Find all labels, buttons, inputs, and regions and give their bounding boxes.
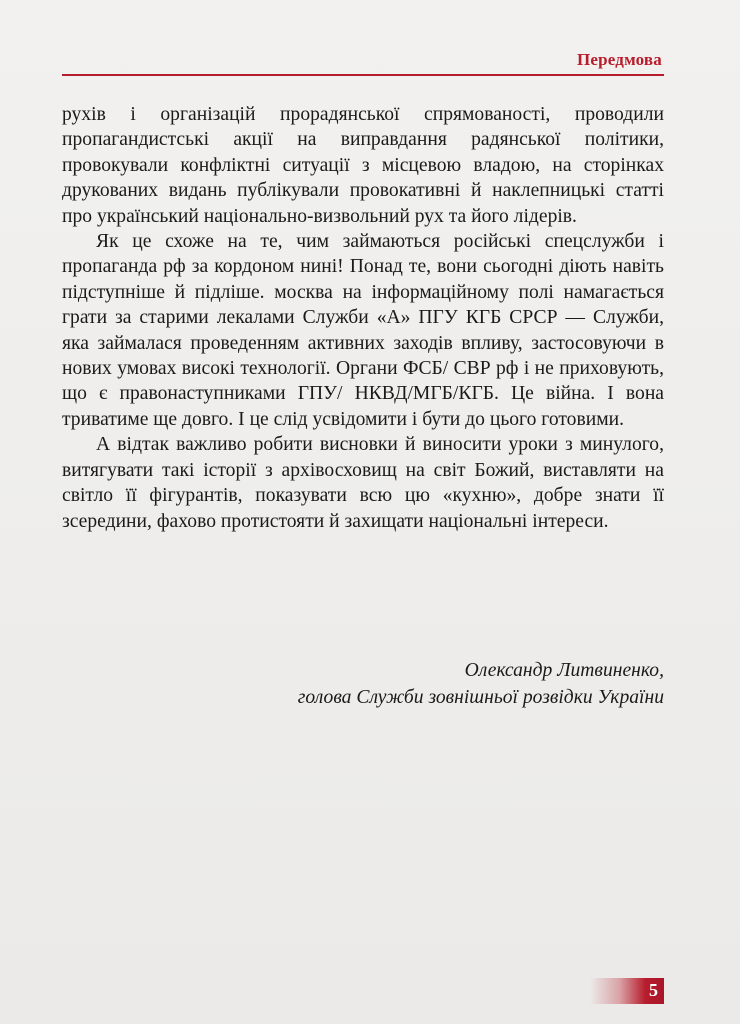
signature-title: голова Служби зовнішньої розвідки України	[297, 687, 664, 708]
header-divider	[62, 74, 664, 76]
page-number-tab	[590, 978, 664, 1004]
signature-name: Олександр Литвиненко,	[464, 660, 664, 681]
signature-block	[298, 657, 664, 711]
paragraph-3: А відтак важливо робити висновки й виносити уроки з минулого, витягувати такі історії з архівосховищ на світ Божий, виставляти на світло її фігурантів, показувати всю цю «кухню», добре знати її зсередини, фахово протистояти й захищати національні інтереси.	[62, 434, 664, 532]
main-text	[62, 102, 664, 534]
running-header: Передмова	[576, 50, 662, 69]
page-number: 5	[649, 980, 658, 1000]
paragraph-2: Як це схоже на те, чим займаються російські спецслужби і пропаганда рф за кордоном нині! Понад те, вони сьогодні діють навіть підступніше й підліше. москва на інформаційному полі намагається грати за старими лекалами Служби «А» ПГУ КГБ СРСР — Служби, яка займалася проведенням активних заходів впливу, застосовуючи в нових умовах високі технології. Органи ФСБ/ СВР рф і не приховують, що є правонаступниками ГПУ/ НКВД/МГБ/КГБ. Це війна. І вона триватиме ще довго. І це слід усвідомити і бути до цього готовими.	[62, 231, 664, 430]
paragraph-1: рухів і організацій прорадянської спрямованості, проводили пропагандистські акції на виправдання радянської політики, провокували конфліктні ситуації з місцевою владою, на сторінках друкованих видань публікували провокативні й наклепницькі статті про український національно-визвольний рух та його лідерів.	[62, 104, 664, 227]
